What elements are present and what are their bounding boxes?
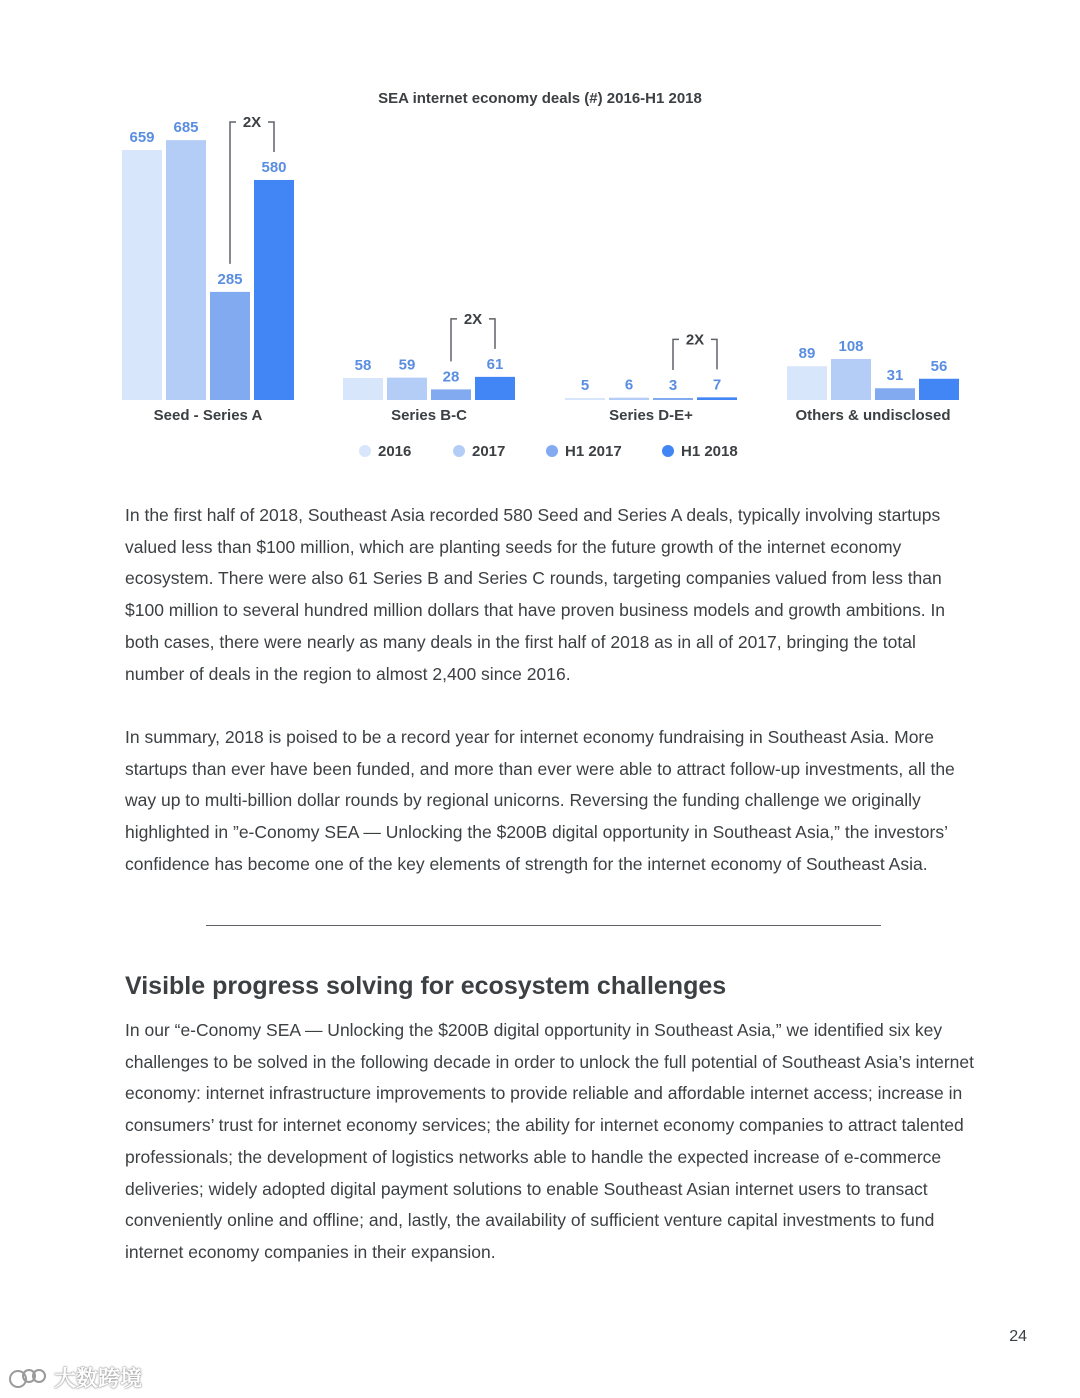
bar-series-b-c-2016 bbox=[343, 378, 383, 400]
category-label-others-undisclosed: Others & undisclosed bbox=[795, 407, 951, 424]
bar-series-b-c-2017 bbox=[387, 378, 427, 400]
bar-seed-series-a-2017 bbox=[166, 140, 206, 400]
bar-value-label: 61 bbox=[486, 355, 504, 373]
legend-swatch-2017 bbox=[453, 445, 465, 457]
bar-value-label: 659 bbox=[129, 129, 155, 146]
bar-others-undisclosed-2017 bbox=[831, 359, 871, 400]
bar-value-label: 6 bbox=[624, 376, 634, 394]
growth-bracket-label: 2X bbox=[685, 331, 705, 349]
bar-value-label: 108 bbox=[838, 338, 864, 356]
bar-others-undisclosed-h1-2018 bbox=[919, 379, 959, 400]
bar-others-undisclosed-2016 bbox=[787, 366, 827, 400]
page-number: 24 bbox=[1009, 1328, 1027, 1345]
bar-value-label: 5 bbox=[580, 377, 590, 394]
bar-value-label: 31 bbox=[886, 367, 904, 385]
bar-seed-series-a-2016 bbox=[122, 150, 162, 400]
bar-value-label: 285 bbox=[217, 270, 243, 288]
legend-label-2016: 2016 bbox=[378, 443, 412, 460]
bar-value-label: 580 bbox=[261, 158, 287, 176]
bar-series-d-e-2017 bbox=[609, 398, 649, 400]
bar-series-d-e-2016 bbox=[565, 398, 605, 400]
category-label-series-b-c: Series B-C bbox=[391, 407, 467, 424]
legend-swatch-h1-2017 bbox=[546, 445, 558, 457]
category-label-series-d-e: Series D-E+ bbox=[609, 407, 693, 424]
deals-chart bbox=[0, 0, 1080, 480]
bar-series-d-e-h1-2018 bbox=[697, 397, 737, 400]
growth-bracket-label: 2X bbox=[463, 310, 483, 328]
bar-seed-series-a-h1-2018 bbox=[254, 180, 294, 400]
legend-swatch-h1-2018 bbox=[662, 445, 674, 457]
legend-label-h1-2018: H1 2018 bbox=[681, 443, 738, 460]
bar-value-label: 685 bbox=[173, 119, 199, 137]
paragraph-ecosystem-challenges: In our “e-Conomy SEA — Unlocking the $200B digital opportunity in Southeast Asia,” we identified six key challenges to be solved in the following decade in order to unlock the full potential of Southeast Asia’s internet economy: internet infrastructure improvements to provide reliable and affordable internet access; increase in consumers’ trust for internet economy services; the ability for internet economy companies to attract talented professionals; the development of logistics networks able to handle the expected increase of e-commerce deliveries; widely adopted digital payment solutions to enable Southeast Asian internet users to transact conveniently online and offline; and, lastly, the availability of sufficient venture capital investments to fund internet economy companies in their expansion. bbox=[125, 1020, 974, 1262]
chart-title: SEA internet economy deals (#) 2016-H1 2018 bbox=[378, 90, 702, 107]
legend-label-2017: 2017 bbox=[472, 443, 506, 460]
bar-series-d-e-h1-2017 bbox=[653, 398, 693, 400]
category-label-seed-series-a: Seed - Series A bbox=[153, 407, 263, 424]
growth-bracket-label: 2X bbox=[242, 113, 262, 131]
bar-value-label: 89 bbox=[798, 345, 816, 363]
bar-seed-series-a-h1-2017 bbox=[210, 292, 250, 400]
bar-series-b-c-h1-2018 bbox=[475, 377, 515, 400]
bar-others-undisclosed-h1-2017 bbox=[875, 388, 915, 400]
paragraph-2018-summary: In summary, 2018 is poised to be a record year for internet economy fundraising in Southeast Asia. More startups than ever have been funded, and more than ever were able to attract follow-up investments, all the way up to multi-billion dollar rounds by regional unicorns. Reversing the funding challenge we originally highlighted in ”e-Conomy SEA — Unlocking the $200B digital opportunity in Southeast Asia,” the investors’ confidence has become one of the key elements of strength for the internet economy of Southeast Asia. bbox=[125, 727, 955, 874]
bar-value-label: 3 bbox=[668, 377, 678, 394]
bar-value-label: 59 bbox=[398, 356, 416, 374]
bar-value-label: 58 bbox=[354, 356, 372, 374]
bar-series-b-c-h1-2017 bbox=[431, 389, 471, 400]
section-divider bbox=[206, 925, 881, 926]
watermark bbox=[8, 1362, 142, 1393]
bar-value-label: 7 bbox=[712, 376, 722, 394]
paragraph-deals-summary: In the first half of 2018, Southeast Asia recorded 580 Seed and Series A deals, typically involving startups valued less than $100 million, which are planting seeds for the future growth of the internet economy ecosystem. There were also 61 Series B and Series C rounds, targeting companies valued from less than $100 million to several hundred million dollars that have proven business models and growth ambitions. In both cases, there were nearly as many deals in the first half of 2018 as in all of 2017, bringing the total number of deals in the region to almost 2,400 since 2016. bbox=[125, 505, 946, 684]
legend-swatch-2016 bbox=[359, 445, 371, 457]
section-heading: Visible progress solving for ecosystem challenges bbox=[125, 972, 727, 1000]
watermark-logo-icon bbox=[8, 1366, 48, 1390]
bar-value-label: 28 bbox=[442, 368, 460, 386]
watermark-text: 大数跨境 bbox=[54, 1366, 143, 1391]
bar-value-label: 56 bbox=[930, 357, 948, 375]
legend-label-h1-2017: H1 2017 bbox=[565, 443, 622, 460]
